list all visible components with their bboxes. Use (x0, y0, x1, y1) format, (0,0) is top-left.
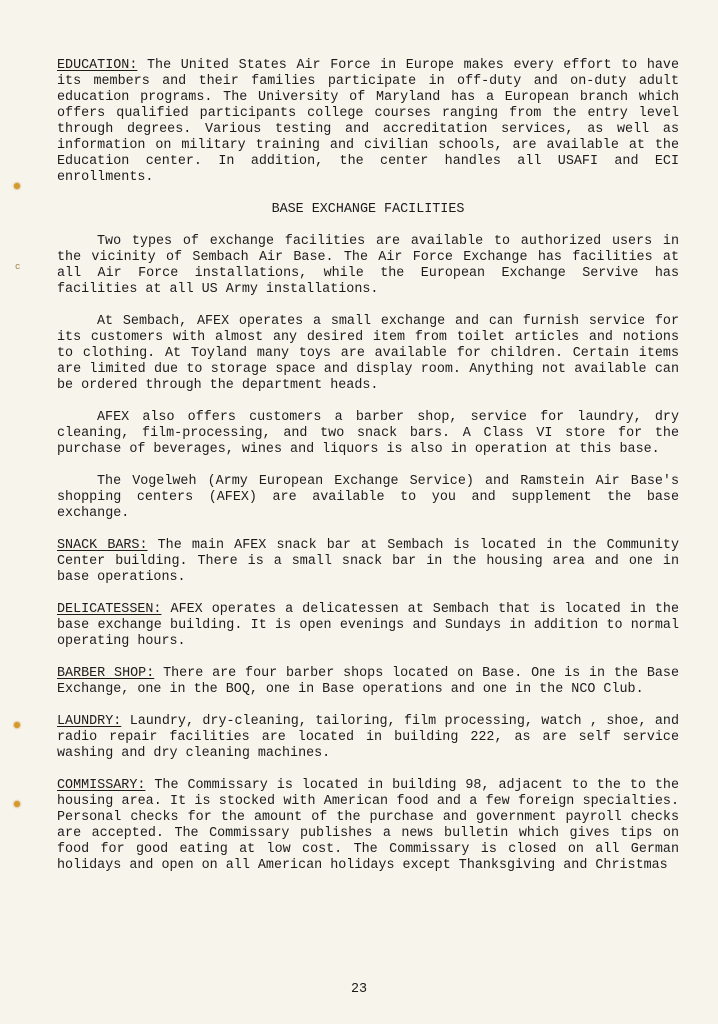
barber-shop-paragraph (57, 666, 679, 698)
margin-mark: c (15, 262, 21, 272)
education-paragraph (57, 58, 679, 186)
binder-hole-mark (14, 722, 20, 728)
barber-shop-text: There are four barber shops located on Base. One is in the Base Exchange, one in the BOQ, one in Base operations and one in the NCO Club. (57, 666, 679, 697)
exchange-types-paragraph: Two types of exchange facilities are available to authorized users in the vicinity of Sembach Air Base. The Air Force Exchange has facilities at all Air Force installations, while the European Exchange Servive has facilities at all US Army installations. (57, 234, 679, 297)
sembach-afex-paragraph: At Sembach, AFEX operates a small exchange and can furnish service for its customers with almost any desired item from toilet articles and notions to clothing. At Toyland many toys are available for children. Certain items are limited due to storage space and display room. Anything not available can be ordered through the department heads. (57, 314, 679, 393)
vogelweh-paragraph: The Vogelweh (Army European Exchange Service) and Ramstein Air Base's shopping centers (AFEX) are available to you and supplement the base exchange. (57, 474, 679, 521)
snack-bars-label: SNACK BARS: (57, 538, 148, 553)
page-number: 23 (350, 982, 368, 997)
binder-hole-mark (14, 183, 20, 189)
delicatessen-text: AFEX operates a delicatessen at Sembach that is located in the base exchange building. It is open evenings and Sundays in addition to normal operating hours. (57, 602, 679, 649)
binder-hole-mark (14, 801, 20, 807)
snack-bars-paragraph (57, 538, 679, 586)
delicatessen-paragraph (57, 602, 679, 650)
barber-shop-label: BARBER SHOP: (57, 666, 155, 681)
commissary-paragraph (57, 778, 679, 874)
commissary-label: COMMISSARY: (57, 778, 146, 793)
section-heading: BASE EXCHANGE FACILITIES (271, 202, 465, 217)
laundry-paragraph (57, 714, 679, 762)
delicatessen-label: DELICATESSEN: (57, 602, 162, 617)
education-text: The United States Air Force in Europe makes every effort to have its members and their families participate in off-duty and on-duty adult education programs. The University of Maryland has a European branch which offers qualified participants college courses ranging from the entry level through degrees. Various testing and accreditation services, as well as information on military training and civilian schools, are available at the Education center. In addition, the center handles all USAFI and ECI enrollments. (57, 58, 679, 185)
laundry-text: Laundry, dry-cleaning, tailoring, film processing, watch , shoe, and radio repair facilities are located in building 222, as are self service washing and dry cleaning machines. (57, 714, 679, 761)
commissary-text: The Commissary is located in building 98, adjacent to the to the housing area. It is stocked with American food and a few foreign specialties. Personal checks for the amount of the purchase and government payroll checks are accepted. The Commissary publishes a news bulletin which gives tips on food for good eating at low cost. The Commissary is closed on all German holidays and open on all American holidays except Thanksgiving and Christmas (57, 778, 679, 873)
document-body (57, 58, 679, 874)
laundry-label: LAUNDRY: (57, 714, 122, 729)
afex-services-paragraph: AFEX also offers customers a barber shop, service for laundry, dry cleaning, film-processing, and two snack bars. A Class VI store for the purchase of beverages, wines and liquors is also in operation at this base. (57, 410, 679, 457)
snack-bars-text: The main AFEX snack bar at Sembach is located in the Community Center building. There is a small snack bar in the housing area and one in base operations. (57, 538, 679, 585)
education-label: EDUCATION: (57, 58, 138, 73)
